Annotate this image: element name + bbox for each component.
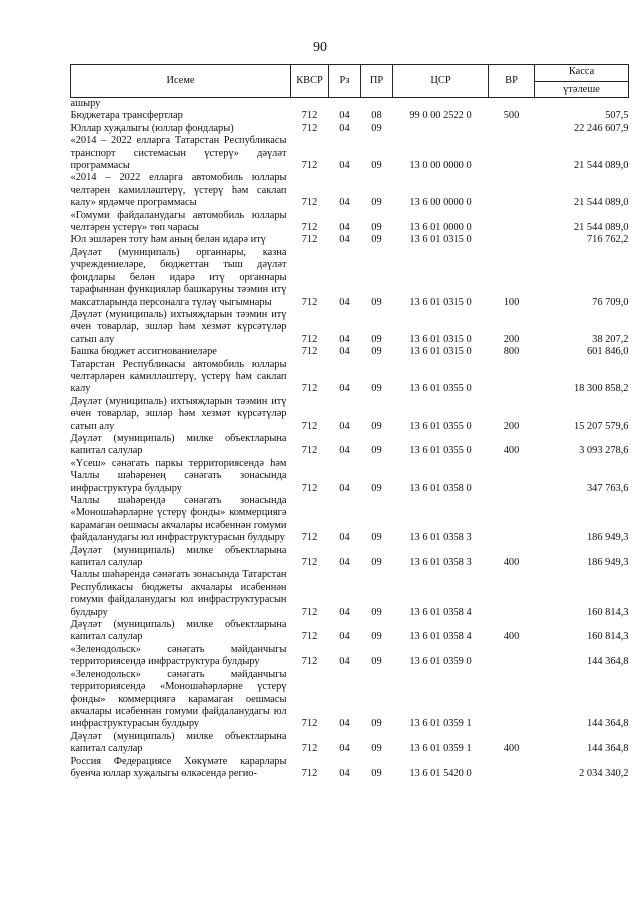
- table-row: [71, 644, 629, 669]
- cell-vr: 400: [503, 631, 520, 643]
- cell-pr: 09: [371, 656, 382, 668]
- cell-csr: 13 6 01 0358 3: [409, 557, 472, 569]
- cell-name: Татарстан Республикасы автомобиль юллары челтәрләрен камилләштерү, үстерү һәм саклап калу: [70, 358, 287, 395]
- header-sum-line1: Касса: [535, 66, 628, 81]
- cell-vr: 400: [503, 445, 520, 457]
- cell-rz: 04: [339, 445, 350, 457]
- header-kvsr: КВСР: [291, 65, 329, 98]
- cell-rz: 04: [339, 160, 350, 172]
- cell-vr: 800: [503, 346, 520, 358]
- table-row: [71, 123, 629, 135]
- cell-pr: 09: [371, 767, 382, 779]
- cell-kvsr: 712: [301, 160, 318, 172]
- cell-name: Чаллы шәһәрендә сәнәгать зонасында «Моношәһәрләрне үстерү фонды» коммерциягә карамаган оешмасы акчалары исәбеннән гомуми файдаланудагы юл инфраструктурасын булдыру: [70, 495, 287, 544]
- cell-vr: 400: [503, 557, 520, 569]
- cell-name: «Үсеш» сәнәгать паркы территориясендә һәм Чаллы шәһәренең сәнәгать зонасында инфраструктура булдыру: [70, 457, 287, 494]
- cell-pr: 09: [371, 234, 382, 246]
- cell-name: Дәүләт (муниципаль) ихтыяҗларын тәэмин итү өчен товарлар, эшләр һәм хезмәт күрсәтүләр сатып алу: [70, 395, 287, 432]
- cell-vr: 100: [503, 296, 520, 308]
- header-csr: ЦСР: [393, 65, 489, 98]
- cell-sum: 2 034 340,2: [579, 767, 629, 779]
- cell-pr: 09: [371, 743, 382, 755]
- cell-csr: 13 6 01 0359 1: [409, 718, 472, 730]
- cell-sum: 186 949,3: [586, 532, 629, 544]
- cell-rz: [329, 98, 361, 111]
- cell-pr: 09: [371, 346, 382, 358]
- cell-csr: 13 6 01 0358 3: [409, 532, 472, 544]
- cell-csr: 13 6 01 0315 0: [409, 346, 472, 358]
- table-row: [71, 346, 629, 358]
- cell-vr: 200: [503, 333, 520, 345]
- cell-rz: 04: [339, 222, 350, 234]
- cell-vr: 200: [503, 420, 520, 432]
- cell-name: Юллар хуҗалыгы (юллар фондлары): [70, 122, 234, 134]
- cell-name: Дәүләт (муниципаль) милке объектларына капитал салулар: [70, 432, 287, 457]
- cell-vr: [489, 210, 535, 235]
- cell-csr: 13 6 01 0358 4: [409, 606, 472, 618]
- cell-sum: 144 364,8: [586, 656, 629, 668]
- header-rz: Рз: [329, 65, 361, 98]
- cell-rz: 04: [339, 631, 350, 643]
- table-row: [71, 135, 629, 172]
- cell-pr: 09: [371, 383, 382, 395]
- table-row: [71, 569, 629, 619]
- cell-pr: 09: [371, 445, 382, 457]
- cell-kvsr: 712: [301, 296, 318, 308]
- table-row: [71, 172, 629, 209]
- cell-pr: 09: [371, 606, 382, 618]
- cell-sum: 347 763,6: [586, 482, 629, 494]
- cell-kvsr: 712: [301, 482, 318, 494]
- cell-rz: 04: [339, 122, 350, 134]
- cell-rz: 04: [339, 557, 350, 569]
- header-sum-line2: үтәлеше: [563, 83, 600, 95]
- table-row: [71, 669, 629, 731]
- cell-pr: 09: [371, 197, 382, 209]
- cell-csr: 13 6 01 0355 0: [409, 420, 472, 432]
- cell-kvsr: 712: [301, 197, 318, 209]
- cell-name: «2014 – 2022 елларга Татарстан Республикасы транспорт системасын үстерү» дәүләт программасы: [70, 135, 287, 172]
- cell-name: Дәүләт (муниципаль) милке объектларына капитал салулар: [70, 730, 287, 755]
- header-vr: ВР: [489, 65, 535, 98]
- cell-pr: 09: [371, 631, 382, 643]
- table-row: [71, 210, 629, 235]
- page-number: 90: [313, 40, 327, 55]
- cell-csr: 13 6 01 0315 0: [409, 333, 472, 345]
- cell-csr: 13 6 01 0359 1: [409, 743, 472, 755]
- cell-csr: 13 6 01 0355 0: [409, 383, 472, 395]
- cell-vr: [489, 458, 535, 495]
- cell-vr: [489, 495, 535, 545]
- cell-kvsr: [291, 98, 329, 111]
- cell-vr: 500: [503, 110, 520, 122]
- table-body: [71, 98, 629, 781]
- cell-sum: 144 364,8: [586, 743, 629, 755]
- cell-sum: 21 544 089,0: [573, 222, 629, 234]
- cell-csr: 13 6 01 0358 4: [409, 631, 472, 643]
- cell-name: «Зеленодольск» сәнәгать мәйданчыгы территориясендә инфраструктура булдыру: [70, 643, 287, 668]
- cell-pr: 09: [371, 482, 382, 494]
- cell-rz: 04: [339, 743, 350, 755]
- cell-sum: 186 949,3: [586, 557, 629, 569]
- budget-table: [70, 64, 629, 780]
- cell-kvsr: 712: [301, 557, 318, 569]
- cell-csr: 13 6 01 0315 0: [409, 234, 472, 246]
- table-row: [71, 247, 629, 309]
- cell-pr: 09: [371, 718, 382, 730]
- table-row: [71, 495, 629, 545]
- cell-vr: [489, 234, 535, 246]
- table-row: [71, 309, 629, 346]
- cell-pr: 09: [371, 532, 382, 544]
- cell-kvsr: 712: [301, 445, 318, 457]
- cell-kvsr: 712: [301, 743, 318, 755]
- cell-csr: 13 0 00 0000 0: [409, 160, 472, 172]
- cell-vr: [489, 172, 535, 209]
- table-row: [71, 619, 629, 644]
- cell-csr: [393, 98, 489, 111]
- cell-csr: 13 6 01 0359 0: [409, 656, 472, 668]
- table-row: [71, 396, 629, 433]
- cell-csr: 99 0 00 2522 0: [409, 110, 472, 122]
- table-header: [71, 65, 629, 98]
- cell-sum: 76 709,0: [592, 296, 629, 308]
- cell-pr: [361, 98, 393, 111]
- cell-name: «2014 – 2022 елларга автомобиль юллары челтәрен камилләштерү, үстерү һәм саклап калу» ярдәмче программасы: [70, 172, 287, 209]
- cell-rz: 04: [339, 234, 350, 246]
- cell-rz: 04: [339, 346, 350, 358]
- cell-rz: 04: [339, 383, 350, 395]
- cell-name: Россия Федерациясе Хөкүмәте карарлары буенча юллар хуҗалыгы өлкәсендә регио-: [70, 755, 287, 779]
- cell-sum: [535, 98, 629, 111]
- cell-csr: 13 6 01 0000 0: [409, 222, 472, 234]
- table-row: [71, 98, 629, 111]
- cell-name: ашыру: [70, 98, 101, 109]
- cell-kvsr: 712: [301, 333, 318, 345]
- header-pr: ПР: [361, 65, 393, 98]
- cell-kvsr: 712: [301, 383, 318, 395]
- table-row: [71, 110, 629, 122]
- cell-name: Дәүләт (муниципаль) милке объектларына капитал салулар: [70, 619, 287, 643]
- cell-kvsr: 712: [301, 122, 318, 134]
- cell-vr: [489, 123, 535, 135]
- cell-name: Дәүләт (муниципаль) милке объектларына капитал салулар: [70, 544, 287, 569]
- cell-kvsr: 712: [301, 420, 318, 432]
- table-row: [71, 756, 629, 781]
- cell-vr: [489, 359, 535, 396]
- cell-name: Бюджетара трансфертлар: [70, 110, 183, 122]
- cell-kvsr: 712: [301, 346, 318, 358]
- cell-kvsr: 712: [301, 767, 318, 779]
- cell-sum: 3 093 278,6: [579, 445, 629, 457]
- cell-rz: 04: [339, 718, 350, 730]
- table-row: [71, 545, 629, 570]
- cell-pr: 09: [371, 420, 382, 432]
- cell-csr: [393, 123, 489, 135]
- cell-csr: 13 6 01 5420 0: [409, 767, 472, 779]
- cell-sum: 160 814,3: [586, 631, 629, 643]
- cell-sum: 18 300 858,2: [573, 383, 629, 395]
- table-row: [71, 359, 629, 396]
- cell-kvsr: 712: [301, 718, 318, 730]
- table-row: [71, 234, 629, 246]
- cell-name: Дәүләт (муниципаль) органнары, казна учреждениеләре, бюджеттан тыш дәүләт фондлары белән идарә итү органнары тарафыннан функцияләр башкаруны тәэмин итү максатларында персоналга түләү чыгымнары: [70, 246, 287, 308]
- header-name: Исеме: [71, 65, 291, 98]
- cell-rz: 04: [339, 532, 350, 544]
- cell-csr: 13 6 00 0000 0: [409, 197, 472, 209]
- cell-name: «Гомуми файдаланудагы автомобиль юллары челтәрен үстерү» төп чарасы: [70, 209, 287, 234]
- cell-vr: [489, 569, 535, 619]
- cell-rz: 04: [339, 110, 350, 122]
- cell-rz: 04: [339, 197, 350, 209]
- cell-kvsr: 712: [301, 631, 318, 643]
- cell-sum: 716 762,2: [586, 234, 629, 246]
- cell-vr: [489, 98, 535, 111]
- cell-vr: [489, 135, 535, 172]
- cell-pr: 09: [371, 333, 382, 345]
- cell-rz: 04: [339, 420, 350, 432]
- cell-rz: 04: [339, 333, 350, 345]
- cell-pr: 09: [371, 557, 382, 569]
- cell-vr: [489, 644, 535, 669]
- cell-rz: 04: [339, 767, 350, 779]
- cell-sum: 15 207 579,6: [573, 420, 629, 432]
- cell-sum: 601 846,0: [586, 346, 629, 358]
- cell-pr: 09: [371, 122, 382, 134]
- cell-pr: 08: [371, 110, 382, 122]
- cell-kvsr: 712: [301, 110, 318, 122]
- cell-pr: 09: [371, 222, 382, 234]
- cell-kvsr: 712: [301, 656, 318, 668]
- header-sum: [535, 65, 629, 98]
- cell-kvsr: 712: [301, 606, 318, 618]
- cell-csr: 13 6 01 0358 0: [409, 482, 472, 494]
- cell-kvsr: 712: [301, 234, 318, 246]
- cell-sum: 22 246 607,9: [573, 122, 629, 134]
- cell-pr: 09: [371, 160, 382, 172]
- cell-vr: 400: [503, 743, 520, 755]
- cell-vr: [489, 756, 535, 781]
- cell-sum: 160 814,3: [586, 606, 629, 618]
- cell-rz: 04: [339, 606, 350, 618]
- cell-name: Чаллы шәһәрендә сәнәгать зонасында Татарстан Республикасы бюджеты акчалары исәбеннән гомуми файдаланудагы юл инфраструктурасын булдыру: [70, 569, 287, 618]
- cell-sum: 507,5: [605, 110, 629, 122]
- cell-sum: 21 544 089,0: [573, 160, 629, 172]
- cell-name: «Зеленодольск» сәнәгать мәйданчыгы территориясендә «Моношәһәрләрне үстерү фонды» коммерциягә карамаган оешмасы акчалары исәбеннән гомуми файдаланудагы юл инфраструктурасын булдыру: [70, 668, 287, 730]
- table-row: [71, 731, 629, 756]
- cell-pr: 09: [371, 296, 382, 308]
- cell-rz: 04: [339, 656, 350, 668]
- cell-sum: 38 207,2: [592, 333, 629, 345]
- cell-rz: 04: [339, 296, 350, 308]
- cell-vr: [489, 669, 535, 731]
- cell-sum: 144 364,8: [586, 718, 629, 730]
- cell-kvsr: 712: [301, 222, 318, 234]
- cell-name: Юл эшләрен тоту һәм аның белән идарә итү: [70, 234, 266, 246]
- cell-rz: 04: [339, 482, 350, 494]
- cell-csr: 13 6 01 0315 0: [409, 296, 472, 308]
- table-row: [71, 433, 629, 458]
- cell-kvsr: 712: [301, 532, 318, 544]
- cell-csr: 13 6 01 0355 0: [409, 445, 472, 457]
- cell-name: Дәүләт (муниципаль) ихтыяҗларын тәэмин итү өчен товарлар, эшләр һәм хезмәт күрсәтүләр сатып алу: [70, 308, 287, 345]
- cell-sum: 21 544 089,0: [573, 197, 629, 209]
- table-row: [71, 458, 629, 495]
- cell-name: Башка бюджет ассигнованиеләре: [70, 346, 217, 358]
